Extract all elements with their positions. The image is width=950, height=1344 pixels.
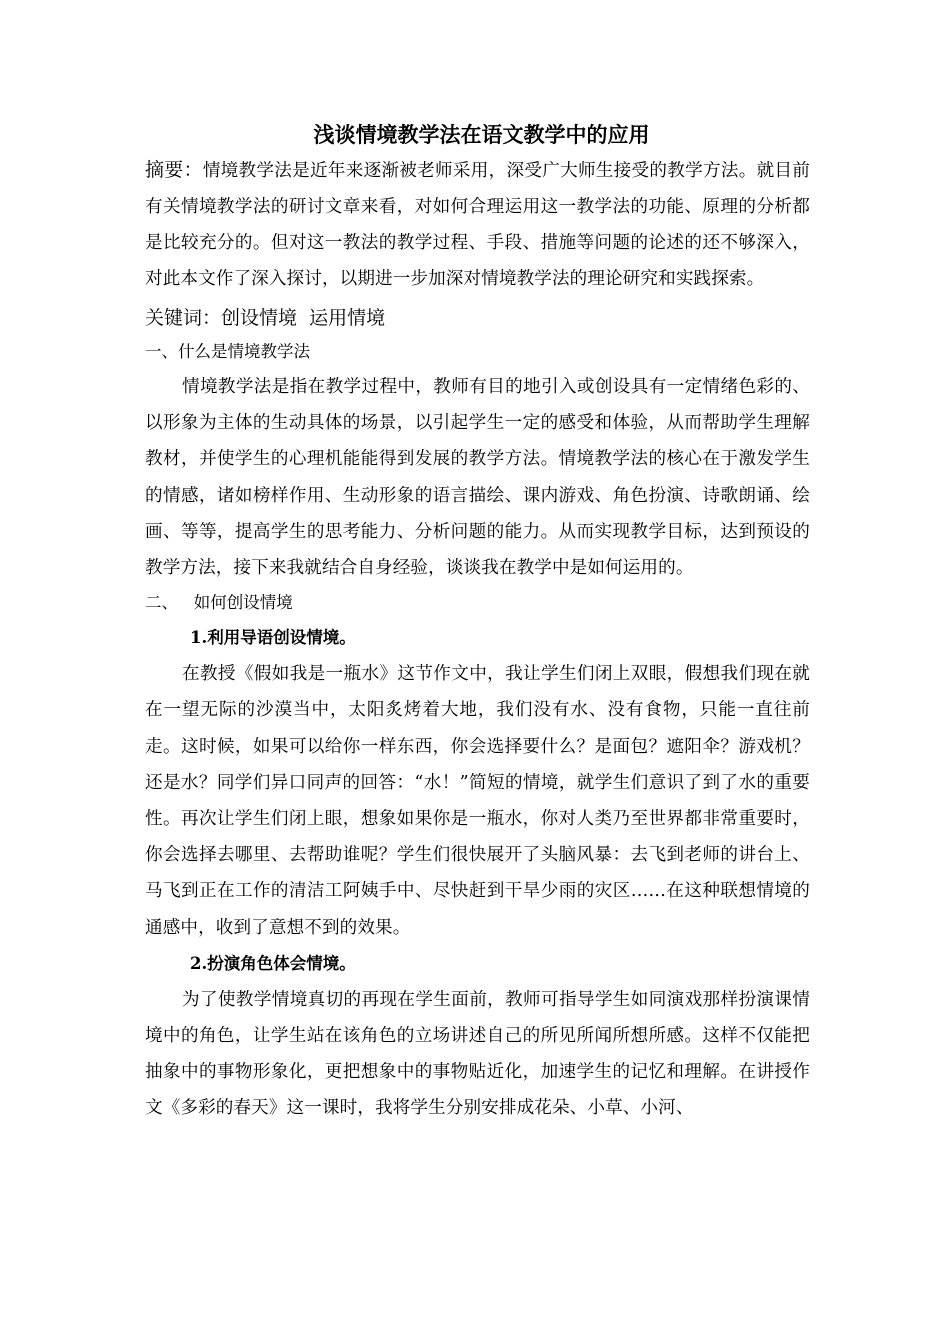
abstract (145, 152, 810, 297)
section-1-paragraph: 情境教学法是指在教学过程中，教师有目的地引入或创设具有一定情绪色彩的、以形象为主体的生动具体的场景，以引起学生一定的感受和体验，从而帮助学生理解教材，并使学生的心理机能能得到发展的教学方法。情境教学法的核心在于激发学生的情感，诸如榜样作用、生动形象的语言描绘、课内游戏、角色扮演、诗歌朗诵、绘画、等等，提高学生的思考能力、分析问题的能力。从而实现教学目标，达到预设的教学方法，接下来我就结合自身经验，谈谈我在教学中是如何运用的。 (145, 377, 810, 579)
section-heading-2: 二、 如何创设情境 (145, 593, 293, 613)
subsection-1-paragraph: 在教授《假如我是一瓶水》这节作文中，我让学生们闭上双眼，假想我们现在就在一望无际的沙漠当中，太阳炙烤着大地，我们没有水、没有食物，只能一直往前走。这时候，如果可以给你一样东西，你会选择要什么？是面包？遮阳伞？游戏机？还是水？同学们异口同声的回答：“水！”简短的情境，就学生们意识了到了水的重要性。再次让学生们闭上眼，想象如果你是一瓶水，你对人类乃至世界都非常重要时，你会选择去哪里、去帮助谁呢？学生们很快展开了头脑风暴：去飞到老师的讲台上、马飞到正在工作的清洁工阿姨手中、尽快赶到干旱少雨的灾区……在这种联想情境的通感中，收到了意想不到的效果。 (145, 664, 810, 938)
subsection-2-paragraph: 为了使教学情境真切的再现在学生面前，教师可指导学生如同演戏那样扮演课情境中的角色，让学生站在该角色的立场讲述自己的所见所闻所想所感。这样不仅能把抽象中的事物形象化，更把想象中的事物贴近化，加速学生的记忆和理解。在讲授作文《多彩的春天》这一课时，我将学生分别安排成花朵、小草、小河、 (145, 989, 810, 1119)
subsection-heading-2: 2.扮演角色体会情境。 (190, 953, 356, 973)
abstract-text: 情境教学法是近年来逐渐被老师采用，深受广大师生接受的教学方法。就目前有关情境教学法的研讨文章来看，对如何合理运用这一教学法的功能、原理的分析都是比较充分的。但对这一教法的教学过程、手段、措施等问题的论述的还不够深入，对此本文作了深入探讨，以期进一步加深对情境教学法的理论研究和实践探索。 (145, 161, 810, 289)
section-heading-1: 一、什么是情境教学法 (145, 342, 310, 361)
abstract-label: 摘要： (145, 159, 203, 181)
keywords: 关键词：创设情境 运用情境 (145, 307, 386, 329)
subsection-heading-1: 1.利用导语创设情境。 (190, 628, 356, 648)
document-page (145, 118, 810, 1127)
document-title: 浅谈情境教学法在语文教学中的应用 (313, 123, 650, 147)
